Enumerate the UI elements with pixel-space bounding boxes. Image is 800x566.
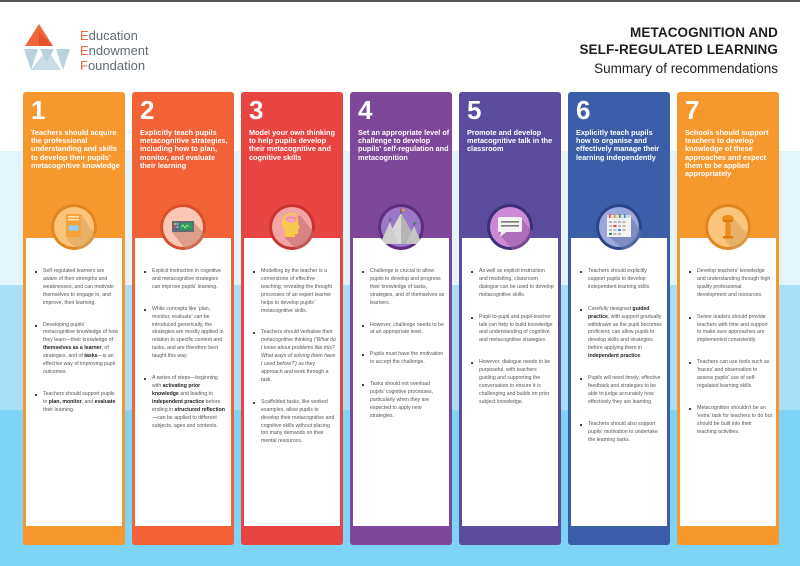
bullet-text: However, dialogue needs to be purposeful, with teachers guiding and supporting the conversation to ensure it is challenging and builds on prior subject knowledge. [479, 359, 551, 405]
bullet-point [34, 322, 118, 377]
bullet-text: Tasks should not overload pupils' cognitive processes, particularly when they are expected to apply new strategies. [370, 381, 433, 419]
pillar-icon [705, 204, 751, 250]
recommendation-card-3 [241, 92, 343, 545]
bullet-point [361, 381, 445, 421]
bullet-emphasis: evaluate [94, 398, 116, 405]
bullet-text: Challenge is crucial to allow pupils to develop and progress their knowledge of tasks, strategies, and of themselves as learners. [370, 268, 445, 306]
logo-line-3: Foundation [80, 58, 146, 73]
bullet-text: before ending in [152, 398, 221, 413]
bullet-text: Metacognition shouldn't be an 'extra' task for teachers to do but should be built into their teaching activities. [697, 404, 772, 435]
bullet-point [143, 268, 227, 292]
card-number: 3 [249, 95, 264, 125]
bullet-text: Teachers should verbalise their metacognitive thinking [261, 329, 333, 344]
bullet-point [361, 322, 445, 338]
bullet-text: Teachers should explicitly support pupils to develop independent learning skills. [588, 268, 651, 290]
bullet-text: A series of steps—beginning with [152, 375, 218, 389]
bullet-emphasis: structured reflection [174, 406, 225, 413]
bullet-text: Scaffolded tasks, like worked examples, allow pupils to develop their metacognitive and cognitive skills without placing too many demands on their mental resources. [261, 398, 335, 445]
bullet-list [462, 238, 558, 407]
bullet-list [244, 238, 340, 446]
bullet-list [353, 238, 449, 421]
card-body-panel [680, 238, 776, 526]
bullet-text: Pupils will need timely, effective feedback and strategies to be able to judge accurately how effectively they are learning. [588, 375, 661, 405]
bullet-text: Explicit instruction in cognitive and metacognitive strategies can improve pupils' learning. [152, 268, 221, 290]
bullet-point [688, 268, 772, 300]
recommendation-card-2 [132, 92, 234, 545]
bullet-point [579, 306, 663, 361]
bullet-text: Self-regulated learners are aware of their strengths and weaknesses, and can motivate themselves to engage in, and improve, their learning. [43, 268, 114, 306]
bullet-point [34, 391, 118, 415]
bullet-point [579, 375, 663, 407]
card-body-panel [353, 238, 449, 526]
card-number: 5 [467, 95, 482, 125]
bullet-text: While concepts like 'plan, monitor, evaluate' can be introduced generically, the strategies are mostly applied in relation to specific content and tasks, and are therefore best taught this way. [152, 305, 224, 360]
bullet-list [135, 238, 231, 430]
bullet-list [571, 238, 667, 444]
bullet-text: However, challenge needs to be at an appropriate level. [370, 321, 444, 336]
card-heading: Explicitly teach pupils how to organise and effectively manage their learning independently [576, 128, 660, 162]
page-title-line-2: SELF-REGULATED LEARNING [579, 42, 778, 57]
bullet-text: Pupil-to-pupil and pupil-teacher talk can help to build knowledge and understanding of cognitive and metacognitive strategies. [479, 313, 553, 344]
bullet-point [688, 405, 772, 437]
bullet-point [143, 375, 227, 430]
bullet-emphasis: plan, monitor [48, 398, 82, 405]
logo-line-2: Endowment [80, 43, 149, 58]
head-brain-icon [269, 204, 315, 250]
card-heading: Schools should support teachers to develop knowledge of these approaches and expect them to be applied appropriately [685, 128, 769, 179]
bullet-text: , and [81, 398, 95, 405]
card-heading: Teachers should acquire the professional understanding and skills to develop their pupils' metacognitive knowledge [31, 128, 120, 170]
bullet-point [252, 329, 336, 384]
bullet-emphasis: independent practice [588, 353, 641, 360]
bullet-text: . [640, 353, 642, 360]
card-heading: Explicitly teach pupils metacognitive strategies, including how to plan, monitor, and evaluate their learning [140, 128, 228, 170]
card-number: 1 [31, 95, 46, 125]
bullet-list [26, 238, 122, 415]
bullet-emphasis: guided practice [588, 305, 650, 320]
bullet-point [579, 421, 663, 445]
bullet-emphasis: themselves as a learner [43, 345, 102, 352]
bullet-text: their learning. [43, 406, 75, 413]
bullet-text: As well as explicit instruction and modelling, classroom dialogue can be used to develop metacognitive skills. [479, 268, 554, 298]
bullet-text: Pupils must have the motivation to accept the challenge. [370, 351, 444, 366]
bullet-text: —can be applied to different subjects, ages and contents. [152, 414, 218, 429]
card-body-panel [571, 238, 667, 526]
bullet-emphasis: activating prior knowledge [152, 382, 201, 397]
eef-logo [23, 24, 183, 74]
card-heading: Promote and develop metacognitive talk in the classroom [467, 128, 553, 154]
control-panel-icon [160, 204, 206, 250]
calendar-icon [596, 204, 642, 250]
card-body-panel [26, 238, 122, 526]
card-body-panel [462, 238, 558, 526]
bullet-point [688, 359, 772, 391]
bullet-point [361, 268, 445, 308]
logo-line-1: Education [80, 28, 138, 43]
top-border [0, 0, 800, 2]
book-brain-icon [51, 204, 97, 250]
bullet-text: —is an effective way of improving pupil outcomes. [43, 353, 115, 375]
bullet-text: as they approach and work through a task. [261, 361, 329, 383]
recommendation-cards [23, 92, 780, 546]
card-number: 4 [358, 95, 373, 125]
bullet-point [361, 351, 445, 367]
bullet-point [470, 268, 554, 300]
bullet-text: , of strategies, and of [43, 345, 109, 360]
card-number: 7 [685, 95, 700, 125]
bullet-point [252, 399, 336, 446]
card-heading: Set an appropriate level of challenge to develop pupils' self-regulation and metacognition [358, 128, 450, 162]
bullet-text: and leading to [178, 390, 213, 397]
bullet-point [34, 268, 118, 308]
recommendation-card-1 [23, 92, 125, 545]
bullet-point [252, 268, 336, 315]
recommendation-card-5 [459, 92, 561, 545]
page-subtitle: Summary of recommendations [594, 61, 778, 76]
page-title-block [579, 24, 778, 79]
eef-triangle-logo-icon [23, 24, 73, 74]
bullet-emphasis: tasks [84, 353, 98, 360]
card-number: 6 [576, 95, 591, 125]
mountain-icon [378, 204, 424, 250]
logo-wordmark [80, 28, 149, 73]
bullet-italic: ('What do I know about problems like this? What ways of solving them have I used before?') [261, 337, 336, 368]
bullet-emphasis: independent practice [152, 398, 205, 405]
bullet-text: Teachers can use tools such as 'traces' and observation to assess pupils' use of self-regulated learning skills. [697, 359, 770, 389]
bullet-list [680, 238, 776, 437]
bullet-text: Modelling by the teacher is a cornerstone of effective teaching; revealing the thought processes of an expert learner helps to develop pupils' metacognitive skills. [261, 268, 332, 314]
bullet-point [688, 314, 772, 346]
recommendation-card-7 [677, 92, 779, 545]
bullet-text: Develop teachers' knowledge and understanding through high quality professional development and resources. [697, 268, 771, 298]
bullet-point [470, 314, 554, 346]
bullet-text: Carefully designed [588, 305, 633, 312]
bullet-text: , with support gradually withdrawn as the pupil becomes proficient, can allow pupils to develop skills and strategies before applying them in [588, 313, 662, 352]
card-body-panel [244, 238, 340, 526]
bullet-text: Senior leaders should provide teachers with time and support to make sure approaches are implemented consistently. [697, 313, 768, 344]
speech-bubble-icon [487, 204, 533, 250]
bullet-text: Teachers should also support pupils' motivation to undertake the learning tasks. [588, 420, 658, 443]
card-heading: Model your own thinking to help pupils develop their metacognitive and cognitive skills [249, 128, 335, 162]
card-number: 2 [140, 95, 155, 125]
bullet-point [143, 306, 227, 361]
bullet-point [470, 359, 554, 406]
bullet-text: Developing pupils' metacognitive knowledge of how they learn—their knowledge of [43, 321, 118, 344]
recommendation-card-6 [568, 92, 670, 545]
page-title-line-1: METACOGNITION AND [630, 25, 778, 40]
bullet-point [579, 268, 663, 292]
card-body-panel [135, 238, 231, 526]
recommendation-card-4 [350, 92, 452, 545]
bullet-text: Teachers should support pupils to [43, 390, 115, 405]
